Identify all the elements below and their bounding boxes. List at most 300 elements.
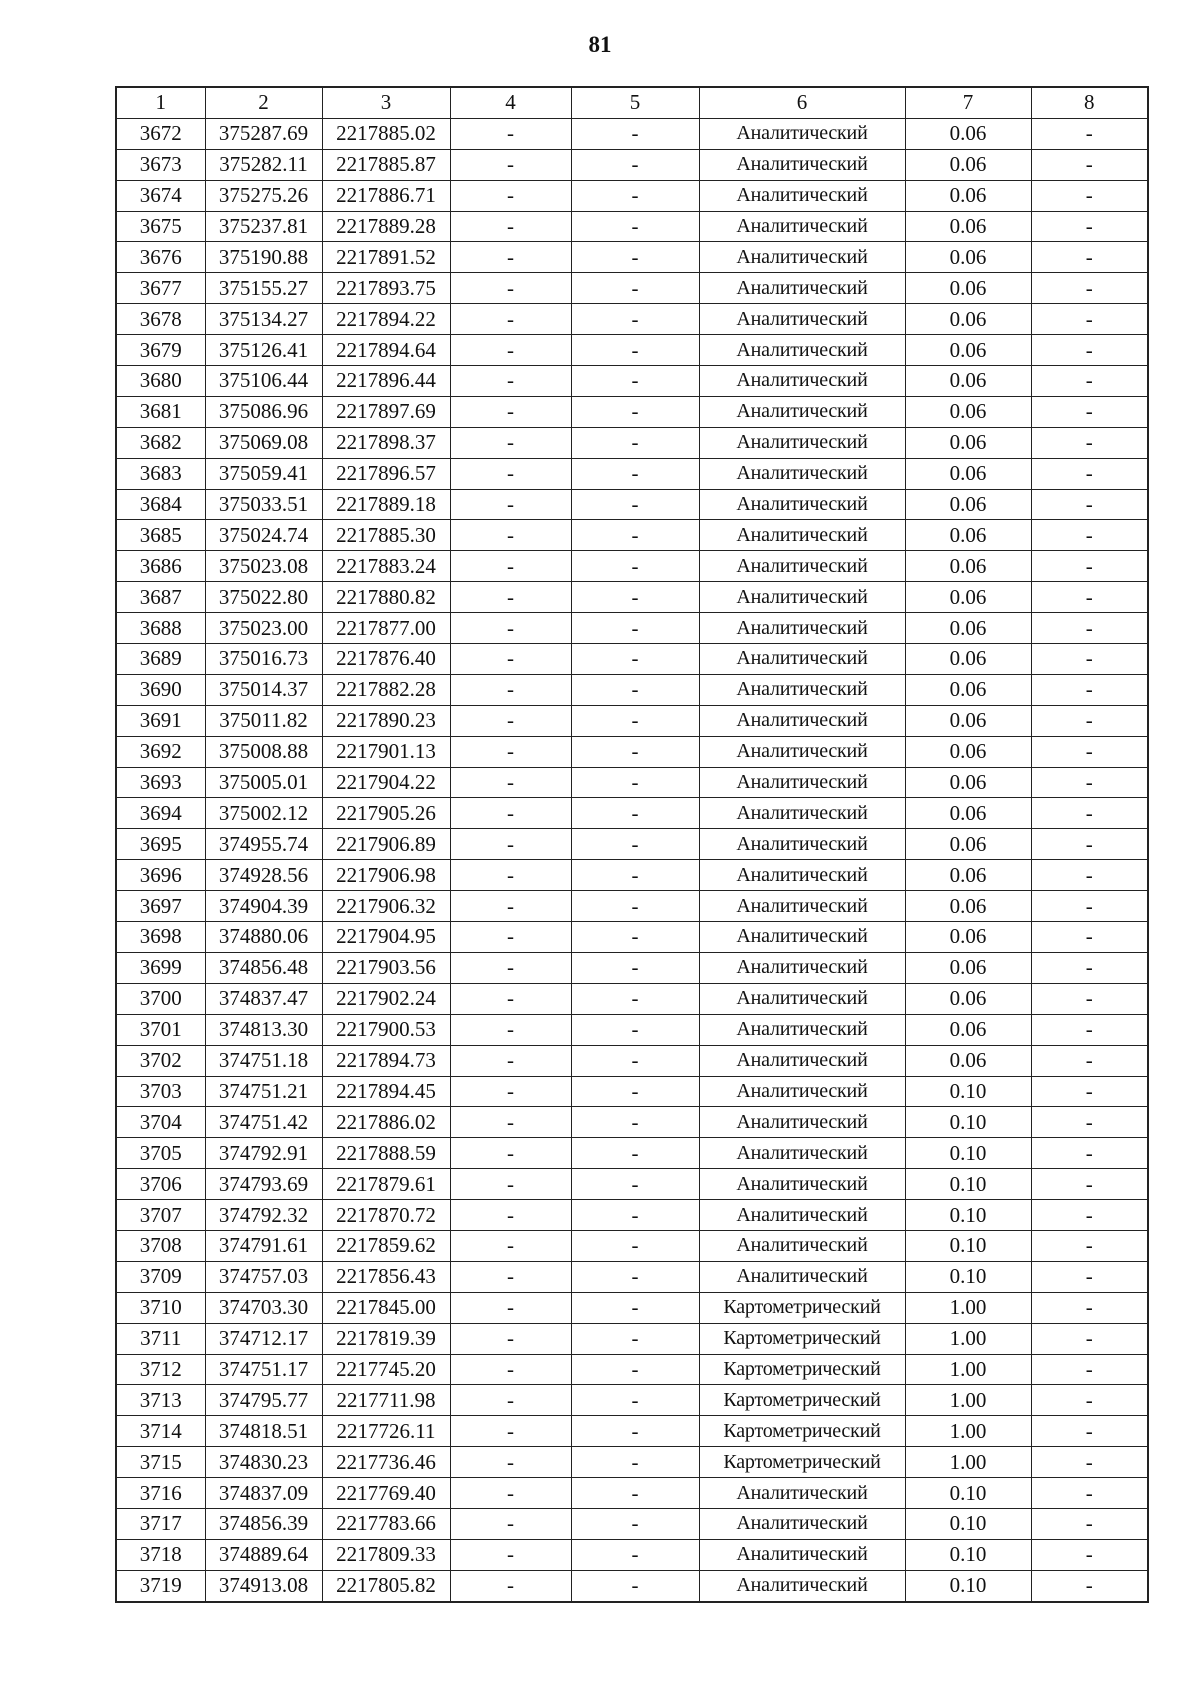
table-cell: Аналитический xyxy=(699,1478,905,1509)
table-cell: 375134.27 xyxy=(205,304,322,335)
table-cell: 2217783.66 xyxy=(322,1508,450,1539)
table-cell: - xyxy=(1031,1354,1148,1385)
table-cell: Картометрический xyxy=(699,1354,905,1385)
table-cell: Картометрический xyxy=(699,1385,905,1416)
table-cell: 2217894.73 xyxy=(322,1045,450,1076)
table-row xyxy=(116,273,1148,304)
table-cell: 3711 xyxy=(116,1323,205,1354)
table-cell: 2217906.89 xyxy=(322,829,450,860)
table-cell: - xyxy=(1031,983,1148,1014)
table-cell: 3675 xyxy=(116,211,205,242)
table-cell: 374856.39 xyxy=(205,1508,322,1539)
table-cell: Аналитический xyxy=(699,1107,905,1138)
table-cell: - xyxy=(1031,1045,1148,1076)
table-cell: Аналитический xyxy=(699,1508,905,1539)
table-cell: Аналитический xyxy=(699,118,905,149)
table-cell: - xyxy=(1031,644,1148,675)
table-cell: 0.10 xyxy=(905,1230,1031,1261)
table-cell: 2217876.40 xyxy=(322,644,450,675)
table-cell: 3691 xyxy=(116,705,205,736)
table-cell: 2217883.24 xyxy=(322,551,450,582)
table-cell: - xyxy=(450,427,571,458)
table-cell: - xyxy=(450,242,571,273)
table-cell: - xyxy=(1031,520,1148,551)
table-row xyxy=(116,335,1148,366)
table-cell: 0.10 xyxy=(905,1169,1031,1200)
table-cell: 3681 xyxy=(116,396,205,427)
table-cell: - xyxy=(1031,242,1148,273)
table-cell: 2217889.28 xyxy=(322,211,450,242)
table-cell: Аналитический xyxy=(699,427,905,458)
table-cell: 0.06 xyxy=(905,891,1031,922)
table-cell: 375106.44 xyxy=(205,366,322,397)
table-cell: 3683 xyxy=(116,458,205,489)
table-cell: 375059.41 xyxy=(205,458,322,489)
table-cell: - xyxy=(1031,952,1148,983)
table-cell: - xyxy=(1031,1014,1148,1045)
table-cell: 2217882.28 xyxy=(322,674,450,705)
column-header: 2 xyxy=(205,87,322,118)
table-cell: 0.06 xyxy=(905,952,1031,983)
table-cell: - xyxy=(450,1354,571,1385)
table-cell: 2217726.11 xyxy=(322,1416,450,1447)
table-cell: 3705 xyxy=(116,1138,205,1169)
table-cell: - xyxy=(571,736,699,767)
table-cell: 2217888.59 xyxy=(322,1138,450,1169)
table-cell: 0.06 xyxy=(905,983,1031,1014)
table-cell: - xyxy=(571,674,699,705)
table-cell: 2217769.40 xyxy=(322,1478,450,1509)
table-cell: - xyxy=(450,180,571,211)
table-cell: 2217859.62 xyxy=(322,1230,450,1261)
table-cell: 2217894.64 xyxy=(322,335,450,366)
table-cell: 3685 xyxy=(116,520,205,551)
table-cell: - xyxy=(1031,1447,1148,1478)
table-cell: 374757.03 xyxy=(205,1261,322,1292)
table-cell: - xyxy=(450,551,571,582)
table-cell: 2217897.69 xyxy=(322,396,450,427)
table-cell: - xyxy=(571,242,699,273)
table-cell: 2217901.13 xyxy=(322,736,450,767)
table-cell: 374792.32 xyxy=(205,1200,322,1231)
table-cell: - xyxy=(450,1416,571,1447)
table-cell: - xyxy=(1031,335,1148,366)
table-cell: - xyxy=(450,736,571,767)
table-cell: Аналитический xyxy=(699,551,905,582)
table-cell: - xyxy=(450,1076,571,1107)
table-cell: 374751.21 xyxy=(205,1076,322,1107)
table-cell: - xyxy=(571,458,699,489)
table-cell: 0.06 xyxy=(905,1045,1031,1076)
table-cell: 2217900.53 xyxy=(322,1014,450,1045)
table-cell: - xyxy=(1031,1323,1148,1354)
table-cell: 3700 xyxy=(116,983,205,1014)
table-cell: - xyxy=(571,1385,699,1416)
table-cell: 375014.37 xyxy=(205,674,322,705)
table-cell: 0.06 xyxy=(905,180,1031,211)
table-cell: - xyxy=(450,798,571,829)
table-cell: - xyxy=(450,396,571,427)
table-cell: 3689 xyxy=(116,644,205,675)
table-cell: 2217856.43 xyxy=(322,1261,450,1292)
table-cell: Аналитический xyxy=(699,520,905,551)
table-row xyxy=(116,613,1148,644)
table-cell: 3688 xyxy=(116,613,205,644)
table-cell: Аналитический xyxy=(699,983,905,1014)
table-cell: 3676 xyxy=(116,242,205,273)
table-cell: 374751.17 xyxy=(205,1354,322,1385)
table-cell: - xyxy=(450,1292,571,1323)
table-cell: 2217819.39 xyxy=(322,1323,450,1354)
table-cell: - xyxy=(571,1076,699,1107)
table-cell: - xyxy=(450,273,571,304)
table-cell: 375033.51 xyxy=(205,489,322,520)
table-cell: Аналитический xyxy=(699,458,905,489)
table-cell: 2217809.33 xyxy=(322,1539,450,1570)
table-cell: 0.06 xyxy=(905,304,1031,335)
table-cell: 0.06 xyxy=(905,922,1031,953)
table-cell: - xyxy=(1031,1292,1148,1323)
table-cell: 374703.30 xyxy=(205,1292,322,1323)
table-cell: Аналитический xyxy=(699,829,905,860)
table-cell: - xyxy=(1031,736,1148,767)
table-row xyxy=(116,520,1148,551)
table-cell: - xyxy=(450,891,571,922)
table-cell: 0.06 xyxy=(905,1014,1031,1045)
table-cell: 0.06 xyxy=(905,211,1031,242)
table-cell: - xyxy=(1031,1107,1148,1138)
table-cell: 2217877.00 xyxy=(322,613,450,644)
table-row xyxy=(116,860,1148,891)
table-cell: - xyxy=(450,366,571,397)
table-cell: - xyxy=(571,1261,699,1292)
table-cell: Аналитический xyxy=(699,705,905,736)
table-cell: 375287.69 xyxy=(205,118,322,149)
table-cell: - xyxy=(450,1045,571,1076)
table-cell: 2217896.44 xyxy=(322,366,450,397)
table-cell: - xyxy=(450,211,571,242)
table-cell: 1.00 xyxy=(905,1447,1031,1478)
table-cell: - xyxy=(571,1478,699,1509)
table-cell: 0.10 xyxy=(905,1261,1031,1292)
table-cell: 2217894.22 xyxy=(322,304,450,335)
table-cell: - xyxy=(450,1261,571,1292)
table-cell: Аналитический xyxy=(699,366,905,397)
table-cell: 3687 xyxy=(116,582,205,613)
table-cell: - xyxy=(571,1200,699,1231)
table-cell: - xyxy=(450,829,571,860)
table-cell: 3695 xyxy=(116,829,205,860)
table-cell: Аналитический xyxy=(699,582,905,613)
table-cell: 0.06 xyxy=(905,582,1031,613)
table-cell: 375016.73 xyxy=(205,644,322,675)
table-row xyxy=(116,1292,1148,1323)
table-cell: Аналитический xyxy=(699,1230,905,1261)
table-cell: - xyxy=(450,1570,571,1601)
table-cell: 3716 xyxy=(116,1478,205,1509)
table-cell: - xyxy=(450,1200,571,1231)
table-cell: 374792.91 xyxy=(205,1138,322,1169)
table-row xyxy=(116,891,1148,922)
table-cell: 3698 xyxy=(116,922,205,953)
column-header: 7 xyxy=(905,87,1031,118)
table-cell: - xyxy=(1031,829,1148,860)
table-row xyxy=(116,1076,1148,1107)
table-cell: - xyxy=(571,767,699,798)
table-cell: 374837.09 xyxy=(205,1478,322,1509)
table-row xyxy=(116,1200,1148,1231)
table-cell: 374880.06 xyxy=(205,922,322,953)
table-cell: 2217903.56 xyxy=(322,952,450,983)
table-cell: 3706 xyxy=(116,1169,205,1200)
table-row xyxy=(116,304,1148,335)
table-cell: 2217906.32 xyxy=(322,891,450,922)
table-cell: 0.10 xyxy=(905,1570,1031,1601)
column-header: 1 xyxy=(116,87,205,118)
table-cell: 2217890.23 xyxy=(322,705,450,736)
table-cell: - xyxy=(571,396,699,427)
table-cell: 3714 xyxy=(116,1416,205,1447)
table-cell: - xyxy=(1031,1539,1148,1570)
table-cell: - xyxy=(571,1230,699,1261)
table-cell: - xyxy=(1031,1478,1148,1509)
table-cell: 3693 xyxy=(116,767,205,798)
table-cell: 2217880.82 xyxy=(322,582,450,613)
table-cell: - xyxy=(1031,551,1148,582)
table-cell: 0.10 xyxy=(905,1107,1031,1138)
table-cell: Аналитический xyxy=(699,242,905,273)
table-cell: 374955.74 xyxy=(205,829,322,860)
table-cell: - xyxy=(571,983,699,1014)
table-cell: - xyxy=(1031,798,1148,829)
table-cell: 0.06 xyxy=(905,705,1031,736)
table-cell: 3717 xyxy=(116,1508,205,1539)
table-row xyxy=(116,1478,1148,1509)
table-cell: - xyxy=(1031,1138,1148,1169)
table-cell: - xyxy=(571,118,699,149)
table-cell: Аналитический xyxy=(699,644,905,675)
table-cell: 375126.41 xyxy=(205,335,322,366)
table-cell: - xyxy=(1031,273,1148,304)
table-cell: 3673 xyxy=(116,149,205,180)
table-cell: 374712.17 xyxy=(205,1323,322,1354)
table-cell: 374913.08 xyxy=(205,1570,322,1601)
table-cell: 2217898.37 xyxy=(322,427,450,458)
table-cell: 375275.26 xyxy=(205,180,322,211)
table-cell: - xyxy=(450,860,571,891)
table-cell: 0.06 xyxy=(905,860,1031,891)
table-body xyxy=(116,118,1148,1601)
table-cell: Аналитический xyxy=(699,1261,905,1292)
column-header: 6 xyxy=(699,87,905,118)
table-cell: Аналитический xyxy=(699,335,905,366)
table-cell: 374837.47 xyxy=(205,983,322,1014)
table-cell: Аналитический xyxy=(699,396,905,427)
table-cell: Аналитический xyxy=(699,767,905,798)
table-cell: - xyxy=(1031,1385,1148,1416)
table-cell: 3701 xyxy=(116,1014,205,1045)
table-row xyxy=(116,1416,1148,1447)
table-cell: 2217736.46 xyxy=(322,1447,450,1478)
table-cell: - xyxy=(450,1478,571,1509)
table-cell: - xyxy=(571,1447,699,1478)
table-cell: 2217879.61 xyxy=(322,1169,450,1200)
table-cell: - xyxy=(450,582,571,613)
table-cell: - xyxy=(450,952,571,983)
table-cell: - xyxy=(450,1508,571,1539)
table-cell: - xyxy=(571,335,699,366)
table-cell: - xyxy=(450,644,571,675)
table-cell: - xyxy=(1031,118,1148,149)
table-row xyxy=(116,551,1148,582)
table-cell: 2217805.82 xyxy=(322,1570,450,1601)
table-cell: 0.06 xyxy=(905,767,1031,798)
table-cell: - xyxy=(571,211,699,242)
table-cell: - xyxy=(1031,705,1148,736)
table-cell: - xyxy=(571,891,699,922)
table-cell: 375005.01 xyxy=(205,767,322,798)
table-cell: - xyxy=(450,1230,571,1261)
table-cell: - xyxy=(450,613,571,644)
table-cell: 0.06 xyxy=(905,396,1031,427)
table-cell: 0.06 xyxy=(905,489,1031,520)
table-row xyxy=(116,149,1148,180)
table-cell: 375002.12 xyxy=(205,798,322,829)
table-cell: - xyxy=(1031,458,1148,489)
table-cell: - xyxy=(450,489,571,520)
table-cell: 374751.18 xyxy=(205,1045,322,1076)
table-cell: 3696 xyxy=(116,860,205,891)
table-cell: 1.00 xyxy=(905,1323,1031,1354)
table-cell: - xyxy=(1031,1169,1148,1200)
table-cell: 3697 xyxy=(116,891,205,922)
table-cell: - xyxy=(1031,1416,1148,1447)
table-cell: - xyxy=(450,983,571,1014)
table-cell: - xyxy=(1031,1508,1148,1539)
table-row xyxy=(116,1045,1148,1076)
table-cell: 0.06 xyxy=(905,644,1031,675)
column-header: 4 xyxy=(450,87,571,118)
table-cell: - xyxy=(1031,767,1148,798)
table-cell: - xyxy=(450,705,571,736)
table-cell: - xyxy=(571,613,699,644)
table-row xyxy=(116,427,1148,458)
table-cell: - xyxy=(1031,582,1148,613)
table-cell: - xyxy=(571,1539,699,1570)
table-cell: 3712 xyxy=(116,1354,205,1385)
table-cell: - xyxy=(1031,922,1148,953)
table-cell: 0.06 xyxy=(905,736,1031,767)
table-cell: - xyxy=(450,335,571,366)
table-cell: 0.06 xyxy=(905,613,1031,644)
table-cell: 375069.08 xyxy=(205,427,322,458)
table-cell: Аналитический xyxy=(699,798,905,829)
table-cell: 3703 xyxy=(116,1076,205,1107)
table-cell: Аналитический xyxy=(699,1045,905,1076)
table-cell: - xyxy=(450,1385,571,1416)
table-cell: 0.06 xyxy=(905,674,1031,705)
table-cell: 3678 xyxy=(116,304,205,335)
table-cell: - xyxy=(571,582,699,613)
table-cell: - xyxy=(1031,211,1148,242)
table-cell: - xyxy=(571,1508,699,1539)
table-row xyxy=(116,1354,1148,1385)
table-cell: - xyxy=(571,798,699,829)
table-cell: 374813.30 xyxy=(205,1014,322,1045)
table-cell: - xyxy=(571,1416,699,1447)
table-cell: 2217886.71 xyxy=(322,180,450,211)
table-row xyxy=(116,829,1148,860)
page-number: 81 xyxy=(588,32,612,57)
table-cell: 374928.56 xyxy=(205,860,322,891)
table-cell: Аналитический xyxy=(699,674,905,705)
table-cell: - xyxy=(571,1323,699,1354)
table-cell: 0.06 xyxy=(905,829,1031,860)
table-cell: - xyxy=(450,767,571,798)
table-row xyxy=(116,1447,1148,1478)
table-cell: Аналитический xyxy=(699,211,905,242)
column-header: 5 xyxy=(571,87,699,118)
table-cell: 3684 xyxy=(116,489,205,520)
coordinates-table xyxy=(115,86,1149,1603)
table-cell: - xyxy=(1031,1570,1148,1601)
table-cell: 2217905.26 xyxy=(322,798,450,829)
table-cell: 3699 xyxy=(116,952,205,983)
table-cell: - xyxy=(571,952,699,983)
table-cell: 375008.88 xyxy=(205,736,322,767)
table-cell: Аналитический xyxy=(699,273,905,304)
table-cell: - xyxy=(450,674,571,705)
table-cell: 2217745.20 xyxy=(322,1354,450,1385)
table-cell: - xyxy=(571,1045,699,1076)
table-cell: 3702 xyxy=(116,1045,205,1076)
table-cell: - xyxy=(571,489,699,520)
table-cell: - xyxy=(1031,304,1148,335)
table-row xyxy=(116,1261,1148,1292)
table-cell: - xyxy=(1031,396,1148,427)
table-cell: - xyxy=(1031,489,1148,520)
table-cell: Аналитический xyxy=(699,1076,905,1107)
table-cell: 2217885.30 xyxy=(322,520,450,551)
table-header xyxy=(116,87,1148,118)
table-cell: 2217886.02 xyxy=(322,1107,450,1138)
table-cell: 375282.11 xyxy=(205,149,322,180)
table-cell: - xyxy=(1031,427,1148,458)
table-cell: Аналитический xyxy=(699,489,905,520)
table-cell: - xyxy=(1031,613,1148,644)
table-cell: 3708 xyxy=(116,1230,205,1261)
table-cell: - xyxy=(571,1014,699,1045)
table-cell: 375155.27 xyxy=(205,273,322,304)
table-row xyxy=(116,242,1148,273)
table-cell: - xyxy=(450,304,571,335)
table-cell: - xyxy=(571,705,699,736)
table-cell: 0.10 xyxy=(905,1200,1031,1231)
table-row xyxy=(116,1169,1148,1200)
table-cell: Картометрический xyxy=(699,1447,905,1478)
table-cell: 1.00 xyxy=(905,1385,1031,1416)
table-cell: 2217845.00 xyxy=(322,1292,450,1323)
table-cell: - xyxy=(450,1138,571,1169)
table-cell: - xyxy=(571,551,699,582)
table-cell: 0.06 xyxy=(905,520,1031,551)
table-cell: 2217891.52 xyxy=(322,242,450,273)
column-header: 3 xyxy=(322,87,450,118)
table-cell: 3719 xyxy=(116,1570,205,1601)
table-cell: Аналитический xyxy=(699,149,905,180)
table-cell: 375086.96 xyxy=(205,396,322,427)
table-cell: 0.06 xyxy=(905,551,1031,582)
